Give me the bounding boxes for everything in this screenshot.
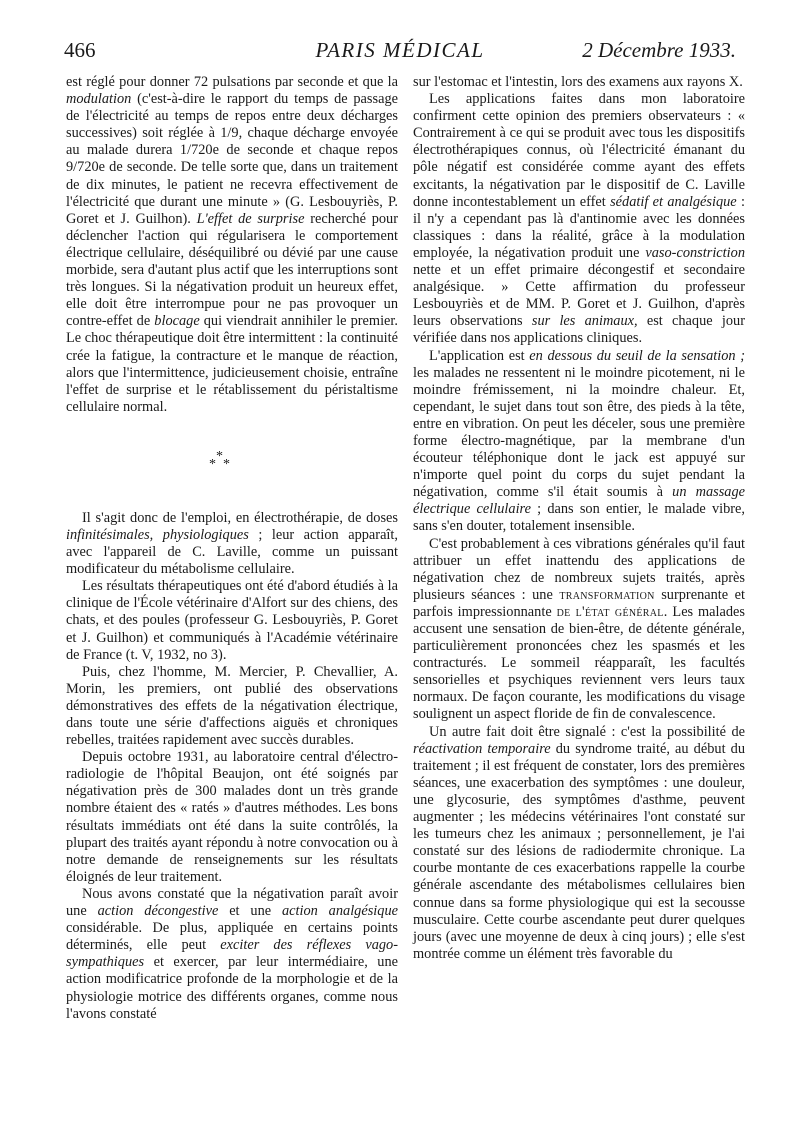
asterisk: * [216,448,223,464]
page-number: 466 [64,38,96,62]
paragraph: Un autre fait doit être signalé : c'est la possibilité de réactivation temporaire du syndrome traité, au début du traitement ; il est fréquent de constater, lors des premières séances, une exacerbation des symptômes : une douleur, une glycosurie, des symptômes d'asthme, peuvent augmenter ; les médecins vétérinaires l'ont constaté sur les tumeurs chez les animaux ; personnellement, je l'ai constaté sur des lésions de radiodermite chronique. La courbe montante de ces exacerbations rappelle la courbe générale ascendante des métabolismes cellulaires bien connue dans sa forme physiologique qui est la secousse musculaire. Cette courbe ascendante peut durer quelques jours (avec une moyenne de deux à cinq jours) ; elle s'est montrée comme un élément très favorable du [413,723,746,962]
paragraph: est réglé pour donner 72 pulsations par seconde et que la modulation (c'est-à-dire le rapport du temps de passage de l'électricité au temps de repos entre deux décharges successives) soit réglée à 1/9, chaque décharge envoyée au malade durera 1/720e de seconde et chaque repos 9/720e de seconde. De telle sorte que, dans un traitement de dix minutes, le patient ne recevra effectivement de l'électricité que durant une minute » (G. Lesbouyriès, P. Goret et J. Guilhon). L'effet de surprise recherché pour déclencher l'action qui régularisera le comportement électrique cellulaire, déséquilibré ou dévié par une cause morbide, sera d'autant plus actif que les interruptions sont très longues. Si la négativation produit un heureux effet, elle doit être interrompue pour ne pas provoquer un contre-effet de blocage qui viendrait annihiler le premier. Le choc thérapeutique doit être intermittent : la continuité crée la fatigue, la contracture et le manque de réaction, alors que l'intermittence, judicieusement choisie, entraîne l'effet de surprise et le rétablissement du péristaltisme cellulaire normal. [66,74,399,415]
left-column [66,74,398,1023]
paragraph: Nous avons constaté que la négativation paraît avoir une action décongestive et une action analgésique considérable. De plus, appliquée en certains points déterminés, elle peut exciter des réflexes vago-sympathiques et exercer, par leur intermédiaire, une action modificatrice profonde de la morphologie et de la physiologie motrice des différents organes, comme nous l'avons constaté [66,885,399,1022]
paragraph: C'est probablement à ces vibrations générales qu'il faut attribuer un effet inattendu des applications de négativation chez de nombreux sujets traités, après plusieurs séances : une transformation surprenante et parfois impressionnante de l'état général. Les malades accusent une sensation de bien-être, de détente générale, particulièrement prononcées chez les spasmés et les contracturés. Le sommeil réapparaît, les facultés sensorielles et psychiques reviennent vers leurs taux normaux. De façon courante, les modifications du visage soulignent un aspect floride de fin de convalescence. [413,535,745,723]
asterisk: * [223,456,230,472]
paragraph: Depuis octobre 1931, au laboratoire central d'électro-radiologie de l'hôpital Beaujon, ont été soignés par négativation près de 300 malades dont un très grande nombre étaient des « ratés » d'autres méthodes. Les bons résultats immédiats ont été dans la suite contrôlés, la plupart des traités ayant répondu à notre convocation ou à notre demande de renseignements sur les résultats éloignés de leur traitement. [66,749,398,885]
journal-title: PARIS MÉDICAL [315,38,485,62]
paragraph: Il s'agit donc de l'emploi, en électrothérapie, de doses infinitésimales, physiologiques ; leur action apparaît, avec l'appareil de C. Laville, comme un puissant modificateur du métabolisme cellulaire. [66,509,398,578]
paragraph: Les résultats thérapeutiques ont été d'abord étudiés à la clinique de l'École vétérinaire d'Alfort sur des chiens, des chats, et des poules (professeur G. Lesbouyriès, P. Goret et J. Guilhon) et communiqués à l'Académie vétérinaire de France (t. V, 1932, no 3). [66,578,398,663]
issue-date: 2 Décembre 1933. [582,38,736,62]
asterisk: * [209,456,216,472]
right-column [413,74,745,963]
page-header [64,38,736,68]
paragraph: Les applications faites dans mon laboratoire confirment cette opinion des premiers observateurs : « Contrairement à ce qui se produit avec tous les dispositifs électrothérapiques connus, où l'électricité émanant du pôle négatif est considérée comme ayant des effets excitants, la négativation par le dispositif de C. Laville donne incontestablement un effet sédatif et analgésique : il n'y a cependant pas là d'antinomie avec les données classiques : dans la réalité, grâce à la modulation employée, la négativation produit une vaso-constriction nette et un effet primaire décongestif et secondaire analgésique. » Cette affirmation du professeur Lesbouyriès et de MM. P. Goret et J. Guilhon, d'après leurs observations sur les animaux, est chaque jour vérifiée dans nos applications cliniques. [413,91,745,347]
paragraph: L'application est en dessous du seuil de la sensation ; les malades ne ressentent ni le moindre picotement, ni le moindre frémissement, ni la moindre chaleur. Et, cependant, le sujet dans tout son être, des pieds à la tête, entre en vibration. On peut les déceler, sous une première forme électro-magnétique, par la membrane d'un écouteur téléphonique dont le jack est appuyé sur n'importe quel point du corps du sujet pendant la négativation, comme s'il était soumis à un massage électrique cellulaire ; dans son entier, le malade vibre, sans s'en douter, totalement insensible. [413,347,746,535]
paragraph: Puis, chez l'homme, M. Mercier, P. Chevallier, A. Morin, les premiers, ont publié des observations démonstratives des effets de la négativation électrique, dans toute une série d'affections aiguës et chroniques rebelles, traitées rapidement avec succès durables. [66,663,398,749]
paragraph: sur l'estomac et l'intestin, lors des examens aux rayons X. [413,74,743,90]
section-separator [66,434,398,496]
